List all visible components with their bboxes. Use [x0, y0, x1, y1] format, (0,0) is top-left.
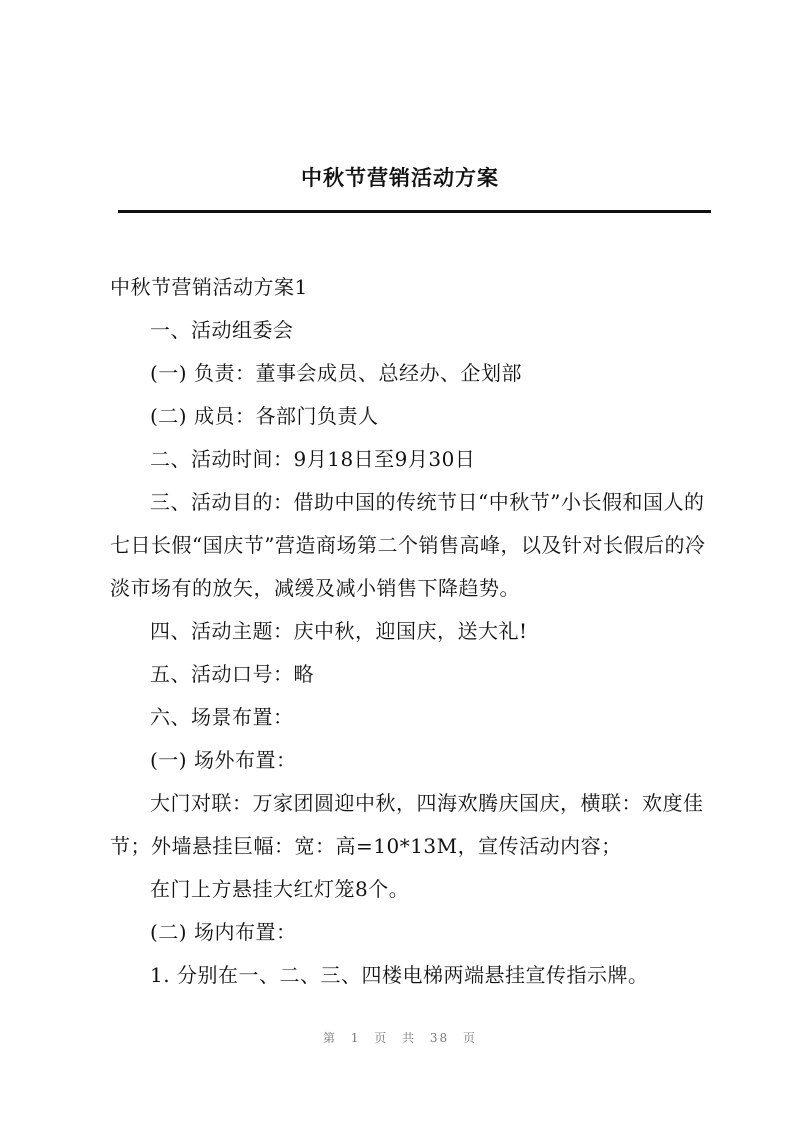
- paragraph: 六、场景布置：: [150, 705, 294, 729]
- paragraph: (一) 负责：董事会成员、总经办、企划部: [150, 361, 522, 385]
- page-footer: 第 1 页 共 38 页: [323, 1031, 477, 1045]
- paragraph: 四、活动主题：庆中秋，迎国庆，送大礼!: [150, 619, 528, 643]
- paragraph: (二) 场内布置：: [150, 920, 297, 944]
- paragraph: 大门对联：万家团圆迎中秋，四海欢腾庆国庆，横联：欢度佳节；外墙悬挂巨幅：宽：高=10*13M，宣传活动内容；: [110, 791, 704, 858]
- section-heading: 中秋节营销活动方案1: [110, 275, 308, 299]
- document-body: [110, 266, 710, 997]
- paragraph: 一、活动组委会: [150, 318, 294, 342]
- paragraph: 五、活动口号：略: [150, 662, 314, 686]
- title-underline: [118, 210, 711, 213]
- paragraph: 三、活动目的：借助中国的传统节日“中秋节”小长假和国人的七日长假“国庆节”营造商场第二个销售高峰，以及针对长假后的冷淡市场有的放矢，减缓及减小销售下降趋势。: [110, 490, 706, 600]
- document-title: 中秋节营销活动方案: [301, 166, 499, 190]
- paragraph: 二、活动时间：9月18日至9月30日: [150, 447, 476, 471]
- paragraph: (一) 场外布置：: [150, 748, 297, 772]
- paragraph: 1. 分别在一、二、三、四楼电梯两端悬挂宣传指示牌。: [150, 963, 649, 987]
- paragraph: 在门上方悬挂大红灯笼8个。: [150, 877, 410, 901]
- paragraph: (二) 成员：各部门负责人: [150, 404, 379, 428]
